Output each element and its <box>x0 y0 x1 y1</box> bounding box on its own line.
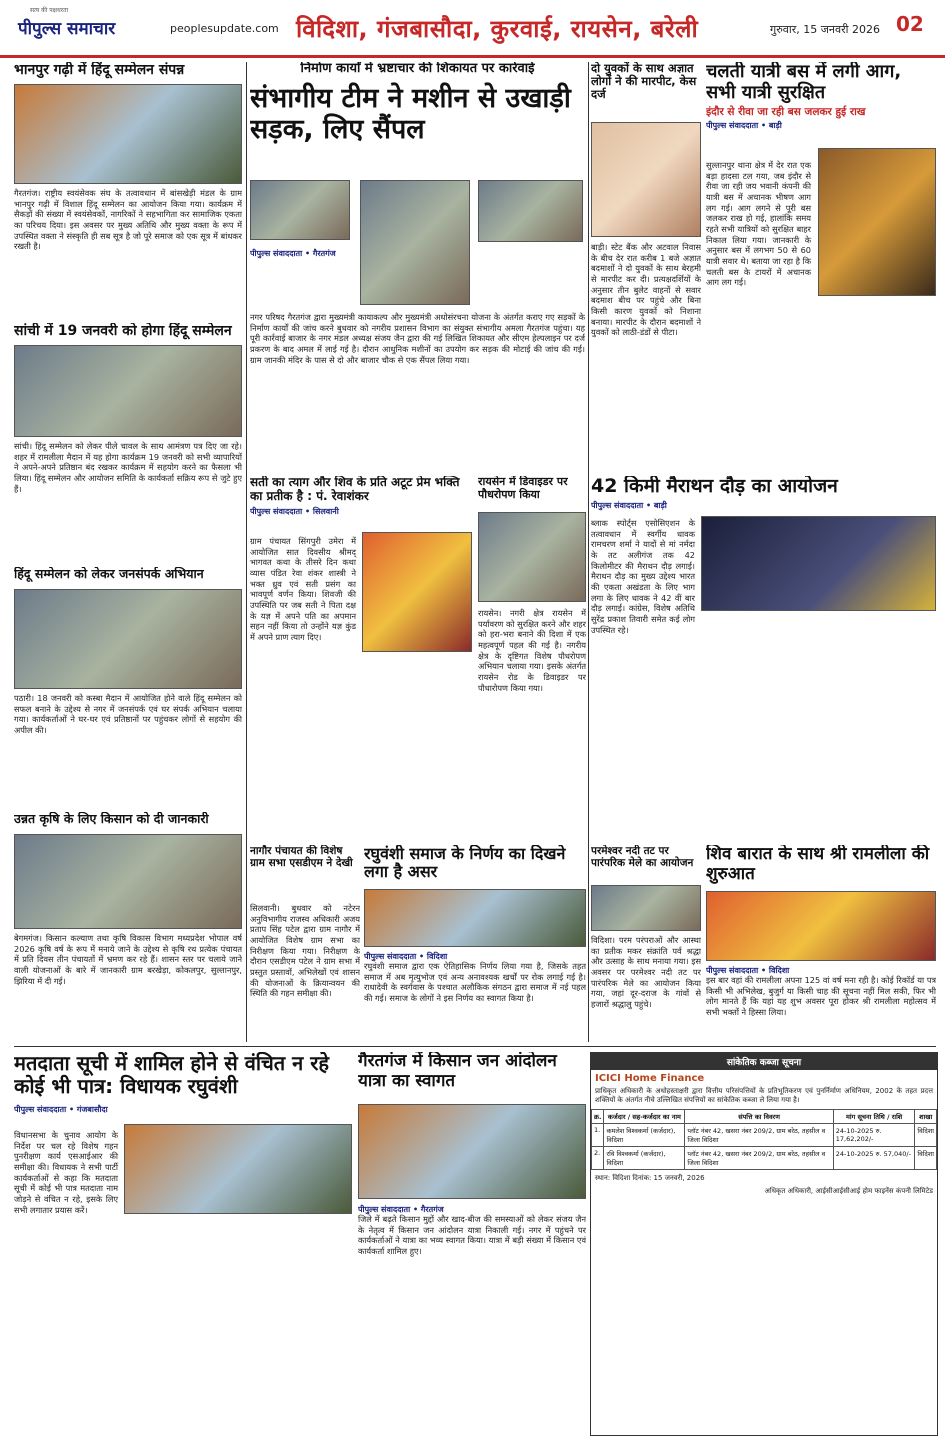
table-cell: 1. <box>592 1124 604 1147</box>
story-body: इस बार वहां की रामलीला अपना 125 वां वर्ष मना रही है। कोई रिकॉर्ड या पत्र किसी भी अभिलेख, बुजुर्ग या किसी चाह की सूचना नहीं मिल सकी, फिर भी लोग मानते हैं कि यहां यह शुभ अवसर पूरा होकर श्री रामलीला महोत्सव में सभी भक्तों ने हिस्सा लिया। <box>706 975 936 1017</box>
story-sambhagiya <box>250 62 585 472</box>
photo-group <box>14 345 242 437</box>
logo-tagline: सत्य की पक्षधरता <box>30 7 69 14</box>
story-body: जिले में बढ़ते किसान मुद्दों और खाद-बीज की समस्याओं को लेकर संजय जैन के नेतृत्व में किसान जन आंदोलन यात्रा निकाली गई। नगर में पहुंचने पर कार्यकर्ताओं ने यात्रा का भव्य स्वागत किया। यात्रा में बड़ी संख्या में किसान एवं कार्यकर्ता शामिल हुए। <box>358 1214 586 1256</box>
story-matdata <box>14 1052 352 1437</box>
story-body: बेगमगंज। किसान कल्याण तथा कृषि विकास विभाग मध्यप्रदेश भोपाल वर्ष 2026 कृषि वर्ष के रूप में मनाये जाने के उद्देश्य से कृषि रथ प्रत्येक पंचायत में प्रति दिवस तीन पंचायतों में भ्रमण कर रहे हैं। शासन स्तर पर चलाये जाने वाली योजनाओं के बारे में जानकारी ग्राम बरखेड़ा, कोकलपुर, सुल्तानपुर, झिरिया में दी गई। <box>14 933 242 986</box>
headline: परमेश्वर नदी तट पर पारंपरिक मेले का आयोजन <box>591 845 694 870</box>
photo-meeting-vidhayak <box>124 1124 352 1214</box>
table-row <box>592 1147 937 1170</box>
photo-road-3 <box>478 180 583 242</box>
photo-marathon <box>701 516 936 611</box>
story-body: विदिशा। परम परंपराओं और आस्था का प्रतीक मकर संक्रांति पर्व श्रद्धा और उत्साह के साथ मनाया गया। इस अवसर पर परमेश्वर नदी तट पर पारंपरिक मेले का आयोजन किया गया, जहां दूर-दराज के गांवों से हजारों श्रद्धालु पहुंचे। <box>591 935 701 1009</box>
headline: उन्नत कृषि के लिए किसान को दी जानकारी <box>14 812 209 826</box>
table-cell: रवि विश्वकर्मा (कर्जदार), विदिशा <box>604 1147 685 1170</box>
headline: शिव बारात के साथ श्री रामलीला की शुरुआत <box>706 845 930 884</box>
story-body: सुल्तानपुर थाना क्षेत्र में देर रात एक बड़ा हादसा टल गया, जब इंदौर से रीवा जा रही जय भवानी कंपनी की यात्री बस में अचानक भीषण आग लग गई। आग लगने से पूरी बस जलकर राख हो गई, हालांकि समय रहते सभी यात्रियों को सुरक्षित बाहर निकाल लिया गया। जानकारी के अनुसार बस में लगभग 50 से 60 यात्री सवार थे। बताया जा रहा है कि चलती बस के टायरों में अचानक आग लग गई। <box>706 160 811 288</box>
notice-title: सांकेतिक कब्जा सूचना <box>591 1053 937 1070</box>
story-gairatganj-kisan <box>358 1052 586 1437</box>
table-cell: 24-10-2025 रु. 57,040/- <box>833 1147 915 1170</box>
photo-mela <box>591 885 701 931</box>
headline: रायसेन में डिवाइडर पर पौधरोपण किया <box>478 476 568 501</box>
story-body: सांची। हिंदू सम्मेलन को लेकर पीले चावल के साथ आमंत्रण पत्र दिए जा रहे। शहर में रामलीला मैदान में यह होगा कार्यक्रम 19 जनवरी को सभी व्यापारियों ने अपने-अपने प्रतिष्ठान बंद रखकर कार्यक्रम में सहयोग करने का फैसला भी लिया। हिंदू सम्मेलन और आयोजन समिति के कार्यकर्ता सक्रिय रूप से जुटे हुए हैं। <box>14 441 242 494</box>
story-body: रायसेन। नगरी क्षेत्र रायसेन में पर्यावरण को सुरक्षित करने और शहर को हरा-भरा बनाने की दिशा में एक महत्वपूर्ण पहल की गई है। नगरीय क्षेत्र के दृष्टिगत विशेष पौधरोपण अभियान चलाया गया। इसके अंतर्गत रायसेन रोड के डिवाइडर पर पौधारोपण किया गया। <box>478 608 586 693</box>
story-raghuvanshi-samaj <box>364 845 586 1045</box>
photo-road-1 <box>250 180 350 240</box>
story-bhanupur <box>14 62 242 296</box>
column-header: संपत्ति का विवरण <box>685 1110 833 1124</box>
table-cell: विदिशा <box>915 1124 937 1147</box>
story-body: बाड़ी। स्टेट बैंक और अटवाल निवास के बीच देर रात करीब 1 बजे अज्ञात बदमाशों ने दो युवकों के साथ बेरहमी से मारपीट कर दी। प्रत्यक्षदर्शियों के अनुसार तीन बुलेट वाहनों से सवार बदमाश बीच पर पहुंचे और बिना किसी कारण युवकों को निशाना बनाया। मारपीट के दौरान बदमाशों ने युवकों को लाठी-डंडों से पीटा। <box>591 242 701 338</box>
page-cities-title: विदिशा, गंजबासौदा, कुरवाई, रायसेन, बरेली <box>296 15 699 43</box>
headline: संभागीय टीम ने मशीन से उखाड़ी सड़क, लिए सैंपल <box>250 82 571 145</box>
table-cell: 2. <box>592 1147 604 1170</box>
column-divider <box>246 62 247 1042</box>
story-do-yuvak <box>591 62 701 472</box>
story-raisen-divider <box>478 476 586 841</box>
kicker: निर्माण कार्यों में भ्रष्टाचार की शिकायत पर कार्रवाई <box>300 62 535 76</box>
column-header: क्र. <box>592 1110 604 1124</box>
headline: सती का त्याग और शिव के प्रति अटूट प्रेम भक्ति का प्रतीक है : पं. रेवाशंकर <box>250 476 460 503</box>
notice-table <box>591 1109 937 1170</box>
subheadline: इंदौर से रीवा जा रही बस जलकर हुई राख <box>706 106 866 119</box>
byline: पीपुल्स संवाददाता • बाड़ी <box>706 121 782 131</box>
dateline: गुरुवार, 15 जनवरी 2026 <box>770 23 880 36</box>
headline: भानपुर गढ़ी में हिंदू सम्मेलन संपन्न <box>14 62 185 78</box>
photo-meeting <box>14 589 242 689</box>
table-cell: कमलेश विश्वकर्मा (कर्जदार), विदिशा <box>604 1124 685 1147</box>
story-janasampark <box>14 567 242 807</box>
byline: पीपुल्स संवाददाता • गंजबासौदा <box>14 1105 108 1114</box>
bank-name: ICICI Home Finance <box>595 1073 705 1084</box>
column-divider <box>588 62 589 1042</box>
table-cell: प्लॉट नंबर 42, खसरा नंबर 209/2, ग्राम बरेठ, तहसील व जिला विदिशा <box>685 1124 833 1147</box>
byline: पीपुल्स संवाददाता • बाड़ी <box>591 500 667 510</box>
byline: पीपुल्स संवाददाता • विदिशा <box>364 952 448 961</box>
photo-kisan <box>14 834 242 929</box>
headline: सांची में 19 जनवरी को होगा हिंदू सम्मेलन <box>14 323 232 339</box>
headline: 42 किमी मैराथन दौड़ का आयोजन <box>591 476 838 497</box>
headline: रघुवंशी समाज के निर्णय का दिखने लगा है असर <box>364 845 566 882</box>
legal-notice <box>590 1052 938 1436</box>
headline: चलती यात्री बस में लगी आग, सभी यात्री सुरक्षित <box>706 62 902 103</box>
headline: हिंदू सम्मेलन को लेकर जनसंपर्क अभियान <box>14 567 204 581</box>
story-kisan <box>14 812 242 1030</box>
masthead <box>0 0 945 58</box>
row-divider <box>14 1046 936 1047</box>
column-header: शाखा <box>915 1110 937 1124</box>
photo-plantation <box>478 512 586 602</box>
photo-bus-fire <box>818 148 936 296</box>
byline: पीपुल्स संवाददाता • गैरतगंज <box>250 249 336 258</box>
story-body: पठारी। 18 जनवरी को कस्बा मैदान में आयोजित होने वाले हिंदू सम्मेलन को सफल बनाने के उद्देश्य से नगर में जनसंपर्क एवं घर संपर्क अभियान चलाया गया। कार्यकर्ताओं ने घर-घर एवं प्रतिष्ठानों पर पहुंचकर लोगों से सहयोग की अपील की। <box>14 693 242 735</box>
story-shiv-barat <box>706 845 936 1045</box>
photo-samaj <box>364 889 586 947</box>
notice-signature: अधिकृत अधिकारी, आईसीआईसीआई होम फाइनेंस कंपनी लिमिटेड <box>764 1187 933 1196</box>
story-sanchi <box>14 323 242 563</box>
headline: मतदाता सूची में शामिल होने से वंचित न रहे कोई भी पात्र: विधायक रघुवंशी <box>14 1052 330 1098</box>
table-cell: 24-10-2025 रु. 17,62,202/- <box>833 1124 915 1147</box>
story-body: रघुवंशी समाज द्वारा एक ऐतिहासिक निर्णय लिया गया है, जिसके तहत समाज में अब मृत्युभोज एवं अन्य अनावश्यक खर्चों पर रोक लगाई गई है। राधादेवी के स्वर्गवास के पश्चात अलौकिक संगठन द्वारा समाज में नई पहल की गई। समाज के लोगों ने इस निर्णय का स्वागत किया है। <box>364 961 586 1003</box>
photo-sammelan <box>14 84 242 184</box>
byline: पीपुल्स संवाददाता • सिलवानी <box>250 506 339 516</box>
story-body: ब्लाक स्पोर्ट्स एसोसिएशन के तत्वावधान में स्वर्गीय धावक रामचरण शर्मा ने यादों से मां नर्मदा के तट अलीगंज तक 42 किलोमीटर की मैराथन दौड़ लगाई। मैराथन दौड़ का मुख्य उद्देश्य भारत की एकता अखंडता के लिए भाग लगा के लिए धावक ने 42 वीं बार दौड़ लगाई। कांग्रेस, विशेष अतिथि सुरेंद्र प्रकाश तिवारी समेत कई लोग उपस्थित रहे। <box>591 518 695 635</box>
story-marathon <box>591 476 936 841</box>
story-body: गैरतगंज। राष्ट्रीय स्वयंसेवक संघ के तत्वावधान में बांसखेड़ी मंडल के ग्राम भानपुर गढ़ी में विशाल हिंदू सम्मेलन का आयोजन किया गया। कार्यक्रम में सैकड़ों की संख्या में स्वयंसेवकों, नागरिकों ने सहभागिता कर सामाजिक एकता का परिचय दिया। इस अवसर पर मुख्य अतिथि और मुख्य वक्ता के रूप में उपस्थित वक्ता ने संस्कृति ही सब सूत्र है जो पूरे समाज को एक सूत्र में बांधकर रखती है। <box>14 188 242 252</box>
story-parmeshwar <box>591 845 701 1045</box>
photo-katha <box>362 532 472 652</box>
story-body: विधानसभा के चुनाव आयोग के निर्देश पर चल रहे विशेष गहन पुनरीक्षण कार्य एसआईआर की समीक्षा की। विधायक ने सभी पार्टी कार्यकर्ताओं से कहा कि मतदाता सूची में कोई भी पात्र मतदाता नाम जोड़ने से वंचित न रहे, इसके लिए सभी लगातार प्रयास करें। <box>14 1130 118 1215</box>
story-body: ग्राम पंचायत सिंगपुरी उमेरा में आयोजित सात दिवसीय श्रीमद् भागवत कथा के तीसरे दिन कथा व्यास पंडित रेवा शंकर शास्त्री ने भक्त ध्रुव एवं सती प्रसंग का भावपूर्ण वर्णन किया। शिवजी की उपस्थिति पर जब सती ने पिता दक्ष के यज्ञ में अपने पति का अपमान सहन नहीं किया तो उन्होंने यज्ञ कुंड में अपने प्राण त्याग दिए। <box>250 536 356 642</box>
column-header: कर्जदार / सह-कर्जदार का नाम <box>604 1110 685 1124</box>
byline: पीपुल्स संवाददाता • गैरतगंज <box>358 1205 444 1214</box>
website-url[interactable]: peoplesupdate.com <box>170 22 279 35</box>
headline: गैरतगंज में किसान जन आंदोलन यात्रा का स्वागत <box>358 1052 557 1091</box>
story-bus-fire <box>706 62 936 472</box>
story-sati <box>250 476 472 841</box>
table-row <box>592 1124 937 1147</box>
story-nagaur <box>250 845 360 1045</box>
table-cell: विदिशा <box>915 1147 937 1170</box>
headline: नागौर पंचायत की विशेष ग्राम सभा एसडीएम ने देखी <box>250 845 353 870</box>
photo-road-2 <box>360 180 470 305</box>
photo-shiv <box>706 891 936 961</box>
headline: दो युवकों के साथ अज्ञात लोगों ने की मारपीट, केस दर्ज <box>591 62 697 102</box>
page-number: 02 <box>896 12 924 36</box>
column-header: मांग सूचना तिथि / राशि <box>833 1110 915 1124</box>
photo-injury <box>591 122 701 237</box>
byline: पीपुल्स संवाददाता • विदिशा <box>706 966 790 975</box>
story-body: सिलवानी। बुधवार को नटेरन अनुविभागीय राजस्व अधिकारी अजय प्रताप सिंह पटेल द्वारा ग्राम नागौर में आयोजित विशेष ग्राम सभा का निरीक्षण किया गया। निरीक्षण के दौरान एसडीएम पटेल ने ग्राम सभा में प्रस्तुत प्रस्तावों, अभिलेखों एवं शासन की योजनाओं के क्रियान्वयन की स्थिति की गहन समीक्षा की। <box>250 903 360 999</box>
table-cell: प्लॉट नंबर 42, खसरा नंबर 209/2, ग्राम बरेठ, तहसील व जिला विदिशा <box>685 1147 833 1170</box>
newspaper-logo[interactable]: पीपुल्स समाचार <box>18 19 116 39</box>
notice-intro: प्राधिकृत अधिकारी के अधोहस्ताक्षरी द्वारा वित्तीय परिसंपत्तियों के प्रतिभूतिकरण एवं पुनर्निर्माण अधिनियम, 2002 के तहत प्रदत्त शक्तियों के अंतर्गत नीचे उल्लिखित संपत्तियों का सांकेतिक कब्जा ले लिया गया है। <box>595 1087 933 1105</box>
story-body: नगर परिषद गैरतगंज द्वारा मुख्यमंत्री कायाकल्प और मुख्यमंत्री अधोसंरचना योजना के अंतर्गत कराए गए सड़कों के निर्माण कार्यों की जांच करने बुधवार को नगरीय प्रशासन विभाग का संयुक्त संभागीय अमला गैरतगंज पहुंचा। यह पूरी कार्रवाई बाजार के नगर मंडल अध्यक्ष संजय जैन द्वारा की गई लिखित शिकायत और सीएम हेल्पलाइन पर दर्ज प्रकरण के बाद अमल में लाई गई है। दौरान आधुनिक मशीनों का उपयोग कर सड़क की मोटाई की जांच की गई। ग्राम जानकी मंदिर के पास से दो और बाजार चौक से एक सैंपल लिया गया। <box>250 312 585 365</box>
notice-footer: स्थान: विदिशा दिनांक: 15 जनवरी, 2026 <box>595 1174 705 1183</box>
photo-yatra <box>358 1104 586 1199</box>
